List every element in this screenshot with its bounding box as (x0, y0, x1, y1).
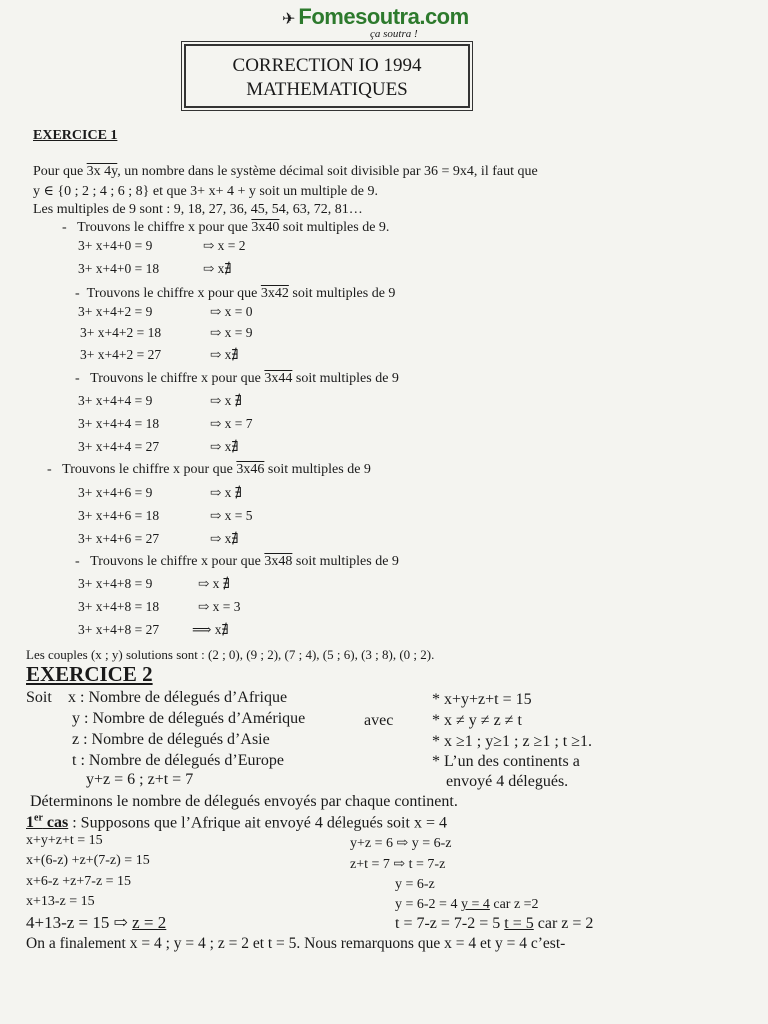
ex1-result: ⇨ x∄ (210, 439, 239, 454)
ex1-eq: 3+ x+4+4 = 9 (78, 393, 153, 408)
title-box (184, 44, 470, 108)
ex1-result: ⇨ x = 3 (198, 599, 241, 614)
ex2-def-4: t : Nombre de délegués d’Europe (72, 752, 284, 769)
ex1-eq: 3+ x+4+0 = 9 (78, 238, 153, 253)
ex1-intro-line-3: Les multiples de 9 sont : 9, 18, 27, 36, 45, 54, 63, 72, 81… (33, 202, 363, 217)
ex1-eq: 3+ x+4+0 = 18 (78, 261, 160, 276)
ex2-left-line: x+(6-z) +z+(7-z) = 15 (26, 853, 150, 868)
ex2-left-final: 4+13-z = 15 ⇨ z = 2 (26, 913, 167, 932)
ex1-intro-line-1: Pour que 3x 4y, un nombre dans le système décimal soit divisible par 36 = 9x4, il faut que (33, 164, 538, 179)
ex2-cas-1: 1er cas : Supposons que l’Afrique ait envoyé 4 délegués soit x = 4 (26, 813, 447, 832)
ex2-left-line: x+y+z+t = 15 (26, 833, 103, 848)
ex1-eq: 3+ x+4+8 = 9 (78, 576, 153, 591)
ex1-eq: 3+ x+4+6 = 9 (78, 485, 153, 500)
ex2-cond-2: * x ≠ y ≠ z ≠ t (432, 712, 522, 729)
ex1-group-5-title: - Trouvons le chiffre x pour que 3x48 soit multiples de 9 (75, 554, 399, 569)
ex2-def-5: y+z = 6 ; z+t = 7 (86, 771, 194, 788)
ex1-result: ⇨ x ∄ (210, 393, 243, 408)
ex1-result: ⇨ x = 5 (210, 508, 253, 523)
ex1-result: ⇨ x = 9 (210, 325, 253, 340)
exercise-2-heading: EXERCICE 2 (26, 662, 153, 686)
ex1-group-1-title: - Trouvons le chiffre x pour que 3x40 soit multiples de 9. (62, 220, 390, 235)
ex2-avec: avec (364, 712, 394, 729)
ex1-result: ⇨ x = 0 (210, 304, 253, 319)
ex1-eq: 3+ x+4+4 = 27 (78, 439, 160, 454)
ex2-def-2: y : Nombre de délegués d’Amérique (72, 710, 306, 727)
ex1-eq: 3+ x+4+2 = 9 (78, 304, 153, 319)
logo-tagline: ça soutra ! (370, 28, 418, 40)
ex1-group-2-title: - Trouvons le chiffre x pour que 3x42 soit multiples de 9 (75, 286, 396, 301)
ex1-eq: 3+ x+4+2 = 27 (80, 347, 162, 362)
ex1-eq: 3+ x+4+4 = 18 (78, 416, 160, 431)
ex1-eq: 3+ x+4+6 = 27 (78, 531, 160, 546)
ex2-right-line-4: y = 6-2 = 4 y = 4 car z =2 (395, 897, 539, 912)
ex1-eq: 3+ x+4+8 = 27 (78, 622, 160, 637)
ex1-result: ⇨ x = 2 (203, 238, 246, 253)
fish-icon: ✈ (282, 11, 296, 28)
site-logo (282, 4, 469, 30)
ex2-right-line: y+z = 6 ⇨ y = 6-z (350, 836, 452, 851)
ex2-left-line: x+13-z = 15 (26, 894, 95, 909)
ex2-right-line-5: t = 7-z = 7-2 = 5 t = 5 car z = 2 (395, 915, 594, 932)
ex1-result: ⇨ x∄ (210, 531, 239, 546)
ex1-group-3-title: - Trouvons le chiffre x pour que 3x44 soit multiples de 9 (75, 371, 399, 386)
ex1-result: ⟹ x∄ (192, 622, 229, 637)
ex2-right-line: z+t = 7 ⇨ t = 7-z (350, 857, 446, 872)
ex1-result: ⇨ x ∄ (210, 485, 243, 500)
ex2-def-3: z : Nombre de délegués d’Asie (72, 731, 270, 748)
ex1-eq: 3+ x+4+6 = 18 (78, 508, 160, 523)
title-line-2: MATHEMATIQUES (246, 79, 408, 100)
ex1-result: ⇨ x ∄ (198, 576, 231, 591)
ex2-cond-4b: envoyé 4 délegués. (446, 773, 569, 790)
ex2-determinons: Déterminons le nombre de délegués envoyés par chaque continent. (30, 793, 458, 810)
ex1-eq: 3+ x+4+8 = 18 (78, 599, 160, 614)
logo-text: Fomesoutra (298, 4, 420, 29)
ex2-cond-1: * x+y+z+t = 15 (432, 691, 532, 708)
ex2-cond-4a: * L’un des continents a (432, 753, 580, 770)
title-line-1: CORRECTION IO 1994 (232, 55, 422, 76)
ex1-intro-line-2: y ∈ {0 ; 2 ; 4 ; 6 ; 8} et que 3+ x+ 4 + y soit un multiple de 9. (33, 184, 378, 199)
ex1-eq: 3+ x+4+2 = 18 (80, 325, 162, 340)
ex1-result: ⇨ x = 7 (210, 416, 253, 431)
ex1-conclusion: Les couples (x ; y) solutions sont : (2 ; 0), (9 ; 2), (7 ; 4), (5 ; 6), (3 ; 8), (0 ; 2). (26, 647, 435, 662)
ex2-right-line: y = 6-z (395, 877, 435, 892)
ex1-group-4-title: - Trouvons le chiffre x pour que 3x46 soit multiples de 9 (47, 462, 371, 477)
exercise-1-heading: EXERCICE 1 (33, 128, 118, 143)
ex1-result: ⇨ x∄ (203, 261, 232, 276)
ex2-soit: Soit (26, 689, 52, 706)
ex1-result: ⇨ x∄ (210, 347, 239, 362)
ex2-left-line: x+6-z +z+7-z = 15 (26, 874, 132, 889)
ex2-def-1: x : Nombre de délegués d’Afrique (68, 689, 288, 706)
ex2-final-sentence: On a finalement x = 4 ; y = 4 ; z = 2 et t = 5. Nous remarquons que x = 4 et y = 4 c’est- (26, 935, 566, 952)
ex2-cond-3: * x ≥1 ; y≥1 ; z ≥1 ; t ≥1. (432, 733, 593, 750)
logo-domain: .com (419, 4, 469, 29)
